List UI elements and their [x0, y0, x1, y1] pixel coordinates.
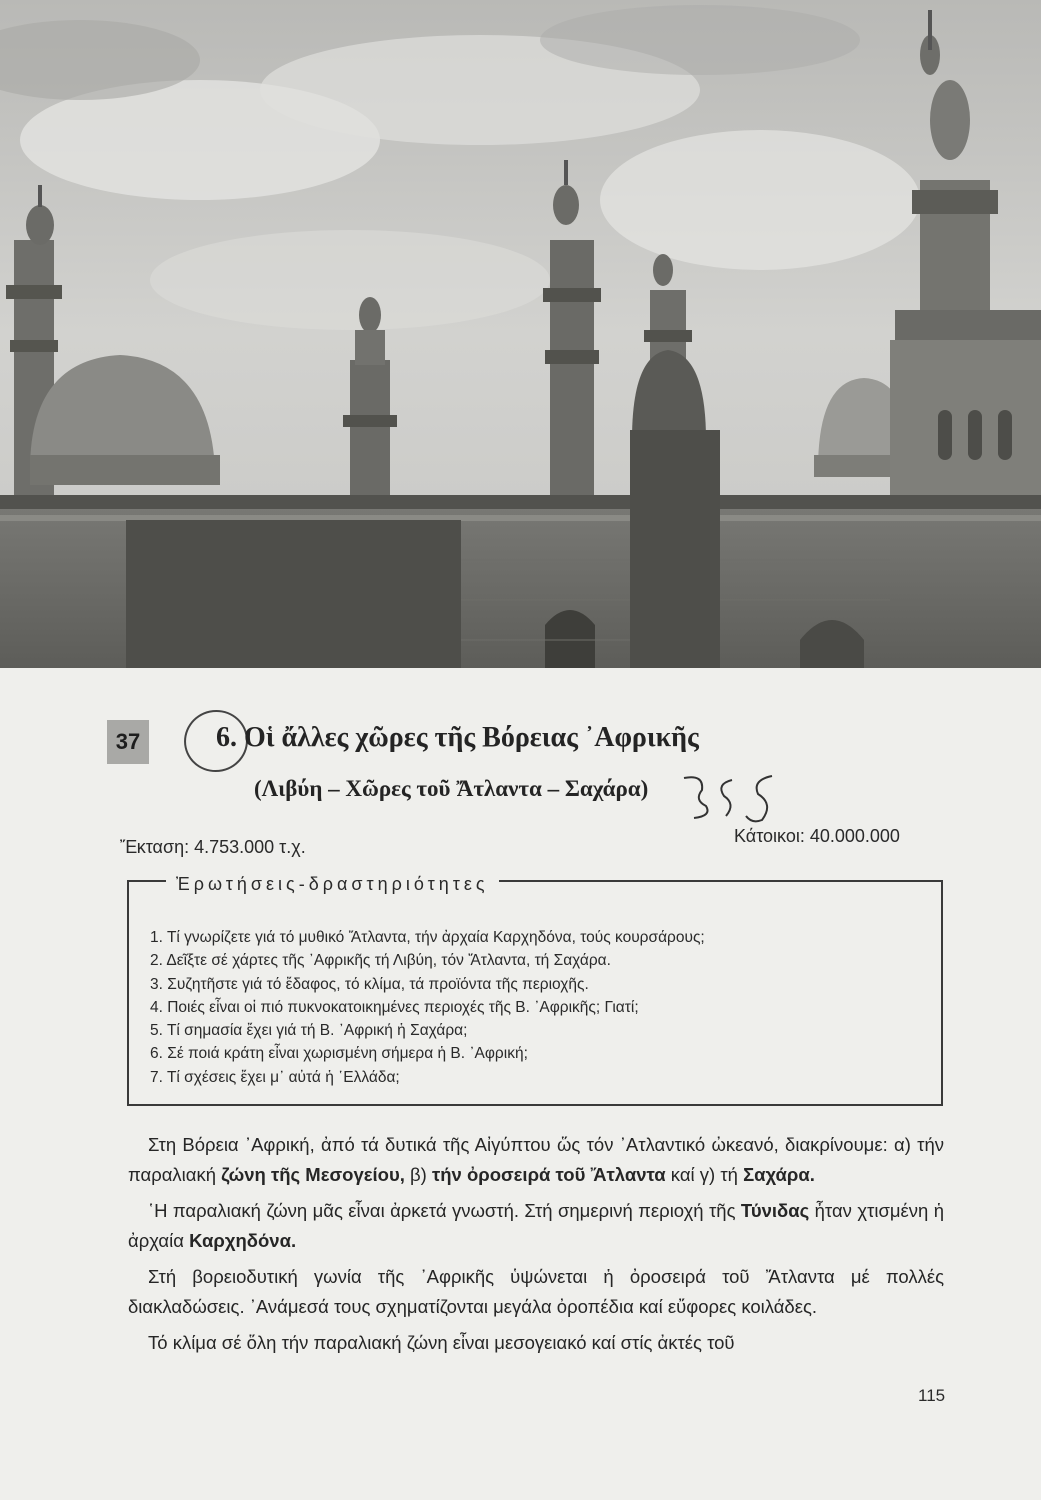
- chapter-subtitle: (Λιβύη – Χῶρες τοῦ Ἄτλαντα – Σαχάρα): [254, 776, 649, 801]
- question-item: 4. Ποιές εἶναι οἱ πιό πυκνοκατοικημένες περιοχές τῆς Β. ᾿Αφρικῆς; Γιατί;: [150, 998, 639, 1016]
- paragraph-1: Στη Βόρεια ᾿Αφρική, ἀπό τά δυτικά τῆς Αἰγύπτου ὥς τόν ᾿Ατλαντικό ὠκεανό, διακρίνουμε: α) τήν παραλιακή ζώνη τῆς Μεσογείου, β) τήν ὀροσειρά τοῦ Ἄτλαντα καί γ) τή Σαχάρα.: [128, 1134, 944, 1185]
- question-item: 6. Σέ ποιά κράτη εἶναι χωρισμένη σήμερα ἡ Β. ᾿Αφρική;: [150, 1045, 528, 1063]
- population-stat: Κάτοικοι: 40.000.000: [734, 826, 900, 846]
- body-text: [128, 1130, 944, 1358]
- question-item: 3. Συζητῆστε γιά τό ἔδαφος, τό κλίμα, τά προϊόντα τῆς περιοχῆς.: [150, 975, 589, 993]
- questions-title: Ἐρωτήσεις-δραστηριότητες: [166, 874, 499, 895]
- mosque-photo: [0, 0, 1041, 668]
- chapter-title: 6. Οἱ ἄλλες χῶρες τῆς Βόρειας ᾿Αφρικῆς: [216, 722, 699, 753]
- mosque-minarets-photo: [0, 0, 1041, 668]
- question-item: 5. Τί σημασία ἔχει γιά τή Β. ᾿Αφρική ἡ Σαχάρα;: [150, 1022, 468, 1040]
- area-stat: Ἔκταση: 4.753.000 τ.χ.: [120, 837, 306, 857]
- paragraph-4: Τό κλίμα σέ ὅλη τήν παραλιακή ζώνη εἶναι μεσογειακό καί στίς ἀκτές τοῦ: [148, 1332, 735, 1353]
- question-item: 1. Τί γνωρίζετε γιά τό μυθικό Ἄτλαντα, τήν ἀρχαία Καρχηδόνα, τούς κουρσάρους;: [150, 929, 705, 946]
- questions-list: [150, 926, 705, 1089]
- question-item: 2. Δεῖξτε σέ χάρτες τῆς ᾿Αφρικῆς τή Λιβύη, τόν Ἄτλαντα, τή Σαχάρα.: [150, 952, 611, 970]
- handwritten-marks: [676, 770, 836, 826]
- question-item: 7. Τί σχέσεις ἔχει μ᾿ αὐτά ἡ ῾Ελλάδα;: [150, 1068, 400, 1086]
- paragraph-2: ῾Η παραλιακή ζώνη μᾶς εἶναι ἀρκετά γνωστή. Στή σημερινή περιοχή τῆς Τύνιδας ἦταν χτισμένη ἡ ἀρχαία Καρχηδόνα.: [128, 1200, 944, 1251]
- paragraph-3: Στή βορειοδυτική γωνία τῆς ᾿Αφρικῆς ὑψώνεται ἡ ὀροσειρά τοῦ Ἄτλαντα μέ πολλές διακλαδώσεις. ᾿Ανάμεσά τους σχηματίζονται μεγάλα ὀροπέδια καί εὔφορες κοιλάδες.: [128, 1266, 944, 1317]
- lesson-number-badge: 37: [107, 720, 149, 764]
- page-number: 115: [918, 1386, 946, 1405]
